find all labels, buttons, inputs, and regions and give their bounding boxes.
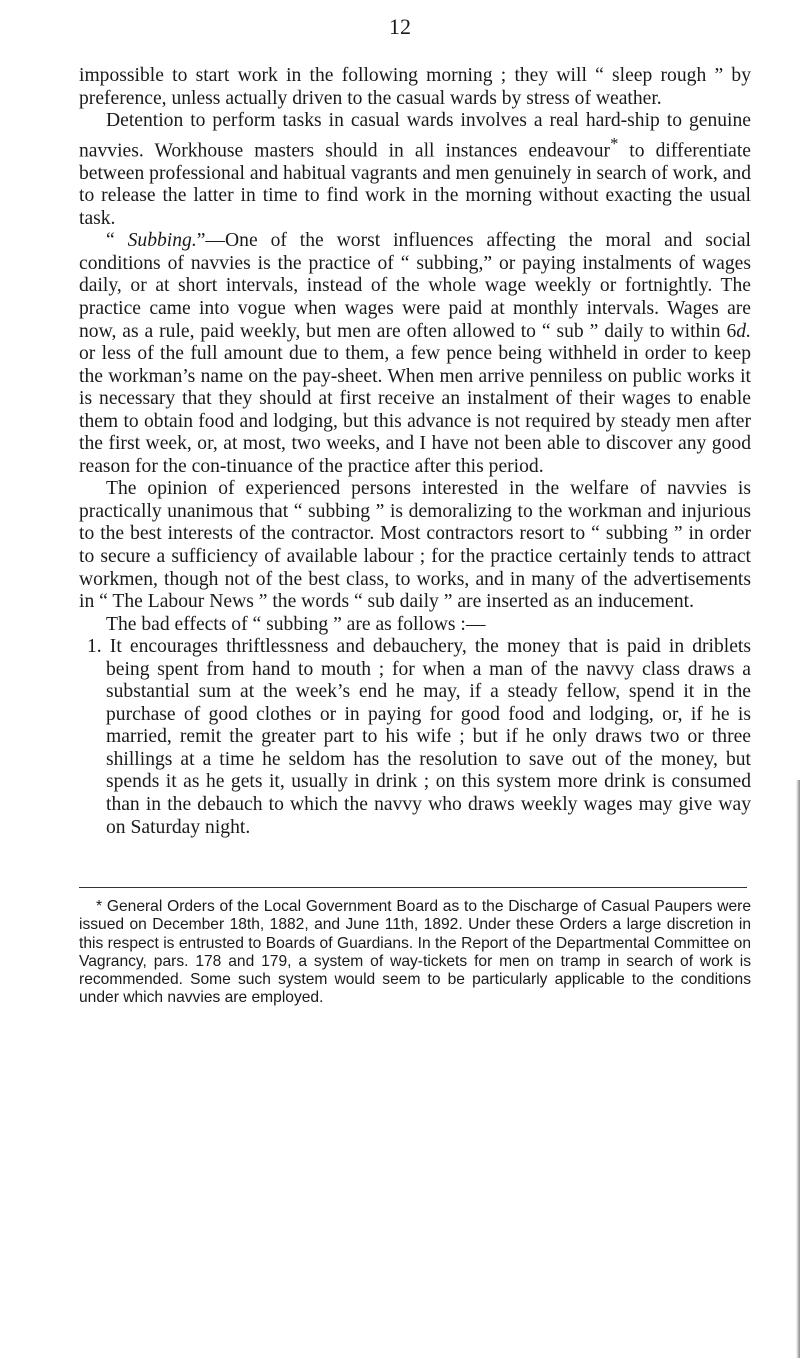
body-text (79, 65, 751, 839)
pence-abbreviation: d. (736, 320, 751, 342)
subbing-open-quote: “ (106, 230, 128, 252)
footnote-divider (79, 887, 747, 888)
list-item: 1. It encourages thriftlessness and debauchery, the money that is paid in driblets being spent from hand to mouth ; for when a man of the navvy class draws a substantial sum at the week’s end he may, if a steady fellow, spend it in the purchase of good clothes or in paying for good food and lodging, or, if he is married, remit the greater part to his wife ; but if he only draws two or three shillings at a time he seldom has the resolution to save out of the money, but spends it as he gets it, usually in drink ; on this system more drink is consumed than in the debauch to which the navvy who draws weekly wages may give way on Saturday night. (87, 636, 751, 838)
subbing-heading: Subbing. (127, 230, 197, 252)
paragraph-detention-text-a: Detention to perform tasks in casual wards involves a real hard-ship to genuine navvies. Workhouse masters should in all instances endeavour (79, 110, 751, 162)
paragraph-detention (79, 110, 751, 230)
footnote-marker: * (610, 133, 619, 153)
page-number: 12 (389, 14, 411, 39)
page-edge-shadow (796, 780, 800, 1358)
paragraph-subbing (79, 230, 751, 478)
paragraph-detention-text-b: to differentiate between professional and habitual vagrants and men genuinely in search of work, and to release the latter in time to find work in the morning without exacting the usual task. (79, 140, 752, 229)
paragraph-continuation: impossible to start work in the following morning ; they will “ sleep rough ” by preference, unless actually driven to the casual wards by stress of weather. (79, 65, 751, 109)
paragraph-subbing-text-2: or less of the full amount due to them, a few pence being withheld in order to keep the workman’s name on the pay-sheet. When men arrive penniless on public works it is necessary that they should at first receive an instalment of their wages to enable them to obtain food and lodging, but this advance is not required by steady men after the first week, or, at most, two weeks, and I have not been able to discover any good reason for the con-tinuance of the practice after this period. (79, 343, 751, 477)
paragraph-opinion: The opinion of experienced persons interested in the welfare of navvies is practically unanimous that “ subbing ” is demoralizing to the workman and injurious to the best interests of the contractor. Most contractors resort to “ subbing ” in order to secure a sufficiency of available labour ; for the practice certainly tends to attract workmen, though not of the best class, to works, and in many of the advertisements in “ The Labour News ” the words “ sub daily ” are inserted as an inducement. (79, 478, 751, 613)
footnote (79, 898, 751, 1008)
footnote-text: * General Orders of the Local Government Board as to the Discharge of Casual Paupers were issued on December 18th, 1882, and June 11th, 1892. Under these Orders a large discretion in this respect is entrusted to Boards of Guardians. In the Report of the Departmental Committee on Vagrancy, pars. 178 and 179, a system of way-tickets for men on tramp in search of work is recommended. Some such system would seem to be particularly applicable to the conditions under which navvies are employed. (79, 898, 751, 1007)
paragraph-subbing-text: ”—One of the worst influences affecting the moral and social conditions of navvies is the practice of “ subbing,” or paying instalments of wages daily, or at short intervals, instead of the whole wage weekly or fortnightly. The practice came into vogue when wages were paid at monthly intervals. Wages are now, as a rule, paid weekly, but men are often allowed to “ sub ” daily to within 6 (79, 230, 751, 342)
paragraph-bad-effects: The bad effects of “ subbing ” are as follows :— (106, 613, 486, 635)
